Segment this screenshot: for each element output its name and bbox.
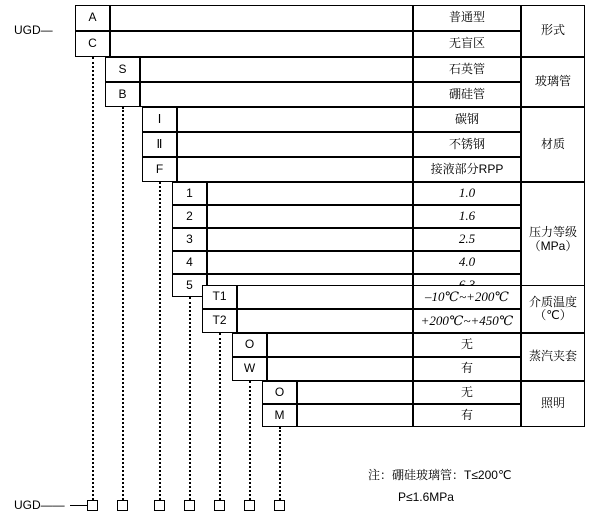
connector-line-form [92, 57, 94, 500]
desc-cell-jacket-W: 有 [413, 357, 521, 381]
desc-cell-1: 1.0 [413, 182, 521, 205]
bar-cell-S [140, 57, 413, 82]
group-label-steam-jacket: 蒸汽夹套 [528, 349, 577, 364]
bottom-connector-line [70, 505, 87, 506]
group-label-medium-temp-1: 介质温度 [528, 294, 577, 309]
code-cell-II: Ⅱ [142, 132, 177, 157]
group-label-glass-tube: 玻璃管 [534, 74, 571, 89]
group-label-pressure-2: （MPa） [528, 238, 578, 253]
desc-cell-C: 无盲区 [413, 31, 521, 57]
note-line-1: 注：硼硅玻璃管：T≤200℃ [368, 468, 512, 482]
code-cell-2: 2 [172, 205, 207, 228]
model-slot-steam-jacket [244, 500, 255, 511]
connector-line-pressure [189, 297, 191, 500]
group-label-form: 形式 [540, 23, 565, 38]
bar-cell-I [177, 107, 413, 132]
bar-cell-light-O [297, 381, 413, 404]
desc-cell-B: 硼硅管 [413, 82, 521, 107]
connector-line-steam-jacket [249, 381, 251, 500]
group-cell-pressure [521, 182, 585, 297]
bar-cell-4 [207, 251, 413, 274]
bar-cell-3 [207, 228, 413, 251]
bar-cell-C [110, 31, 413, 57]
code-cell-T2: T2 [202, 309, 237, 333]
connector-line-material [159, 182, 161, 500]
group-label-material: 材质 [540, 136, 565, 151]
bar-cell-II [177, 132, 413, 157]
code-cell-jacket-O: O [232, 333, 267, 357]
bar-cell-T2 [237, 309, 413, 333]
desc-cell-4: 4.0 [413, 251, 521, 274]
model-prefix-label: UGD— [14, 23, 53, 37]
code-cell-A: A [75, 5, 110, 31]
model-slot-form [87, 500, 98, 511]
desc-cell-II: 不锈钢 [413, 132, 521, 157]
group-cell-steam-jacket [521, 333, 585, 381]
code-cell-S: S [105, 57, 140, 82]
desc-cell-T2: +200℃~+450℃ [413, 309, 521, 333]
connector-line-lighting [279, 427, 281, 500]
connector-line-glass-tube [122, 107, 124, 500]
group-cell-form [521, 5, 585, 57]
bar-cell-jacket-W [267, 357, 413, 381]
model-slot-material [154, 500, 165, 511]
bar-cell-B [140, 82, 413, 107]
group-label-pressure-1: 压力等级 [528, 225, 577, 240]
code-cell-5: 5 [172, 274, 207, 297]
desc-cell-light-M: 有 [413, 404, 521, 427]
bar-cell-F [177, 157, 413, 182]
bar-cell-2 [207, 205, 413, 228]
group-label-medium-temp-2: （℃） [534, 308, 572, 322]
code-cell-T1: T1 [202, 285, 237, 309]
desc-cell-3: 2.5 [413, 228, 521, 251]
desc-cell-2: 1.6 [413, 205, 521, 228]
group-label-lighting: 照明 [540, 396, 565, 411]
bar-cell-A [110, 5, 413, 31]
desc-cell-T1: –10℃~+200℃ [413, 285, 521, 309]
group-cell-lighting [521, 381, 585, 427]
connector-line-medium-temp [219, 333, 221, 500]
model-slot-pressure [184, 500, 195, 511]
bar-cell-1 [207, 182, 413, 205]
desc-cell-A: 普通型 [413, 5, 521, 31]
desc-cell-jacket-O: 无 [413, 333, 521, 357]
bar-cell-jacket-O [267, 333, 413, 357]
desc-cell-F: 接液部分RPP [413, 157, 521, 182]
code-cell-1: 1 [172, 182, 207, 205]
code-cell-I: Ⅰ [142, 107, 177, 132]
model-slot-medium-temp [214, 500, 225, 511]
desc-cell-light-O: 无 [413, 381, 521, 404]
code-cell-light-O: O [262, 381, 297, 404]
desc-cell-S: 石英管 [413, 57, 521, 82]
code-cell-light-M: M [262, 404, 297, 427]
model-bottom-label: UGD—— [14, 498, 65, 512]
desc-cell-I: 碳钢 [413, 107, 521, 132]
code-cell-4: 4 [172, 251, 207, 274]
model-slot-lighting [274, 500, 285, 511]
group-cell-medium-temp [521, 285, 585, 333]
group-cell-glass-tube [521, 57, 585, 107]
code-cell-jacket-W: W [232, 357, 267, 381]
code-cell-F: F [142, 157, 177, 182]
code-cell-B: B [105, 82, 140, 107]
model-slot-glass-tube [117, 500, 128, 511]
code-cell-3: 3 [172, 228, 207, 251]
code-cell-C: C [75, 31, 110, 57]
bar-cell-light-M [297, 404, 413, 427]
note-line-2: P≤1.6MPa [398, 490, 454, 504]
bar-cell-T1 [237, 285, 413, 309]
group-cell-material [521, 107, 585, 182]
